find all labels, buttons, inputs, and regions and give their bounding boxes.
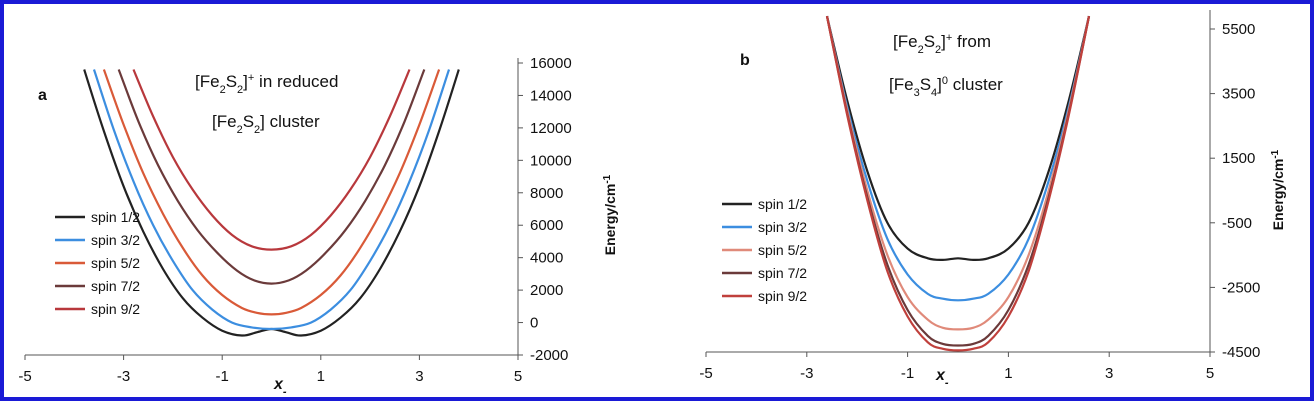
- legend-label: spin 5/2: [758, 242, 808, 258]
- x-axis-label: $x_-$: [936, 367, 949, 389]
- legend-label: spin 5/2: [91, 255, 141, 271]
- y-tick-label: -2000: [530, 347, 569, 364]
- y-tick-label: 8000: [530, 184, 564, 202]
- y-tick-label: 10000: [530, 152, 572, 170]
- legend-label: spin 1/2: [758, 196, 808, 212]
- series-line-spin-3-2: [94, 70, 449, 330]
- y-tick-label: 3500: [1222, 85, 1256, 103]
- panel-annotation: $[Fe_2S_2]$ cluster: [212, 112, 320, 136]
- series-group: [827, 16, 1089, 350]
- legend-label: spin 9/2: [91, 301, 141, 317]
- panel-label: a: [38, 87, 47, 104]
- y-axis-label: Energy/$cm^{-1}$: [1269, 149, 1286, 231]
- y-axis-label: Energy/$cm^{-1}$: [601, 174, 618, 256]
- series-line-spin-5-2: [104, 70, 439, 315]
- x-tick-label: 3: [1105, 365, 1114, 382]
- series-line-spin-5-2: [827, 16, 1089, 329]
- panel-label: b: [740, 52, 750, 69]
- y-tick-label: 1500: [1222, 150, 1256, 168]
- x-tick-label: 3: [415, 368, 424, 385]
- x-tick-label: 1: [316, 368, 325, 385]
- x-tick-label: 5: [1205, 365, 1215, 382]
- y-tick-label: 2000: [530, 282, 564, 300]
- x-tick-label: 1: [1004, 365, 1013, 382]
- x-tick-label: -1: [900, 365, 915, 382]
- y-tick-label: 4000: [530, 249, 564, 267]
- legend-label: spin 9/2: [758, 288, 808, 304]
- y-tick-label: 14000: [530, 87, 572, 105]
- series-line-spin-7-2: [119, 70, 425, 284]
- legend-label: spin 3/2: [91, 232, 141, 248]
- x-tick-label: -1: [215, 368, 229, 385]
- legend-label: spin 3/2: [758, 219, 808, 235]
- legend-label: spin 7/2: [758, 265, 808, 281]
- series-group: [84, 70, 459, 336]
- series-line-spin-9-2: [134, 70, 410, 250]
- panel-annotation: $[Fe_2S_2]^+$ in reduced: [195, 72, 339, 96]
- legend-label: spin 1/2: [91, 209, 141, 225]
- panel-b: [699, 10, 1286, 389]
- legend-label: spin 7/2: [91, 278, 141, 294]
- y-tick-label: -4500: [1222, 344, 1261, 361]
- x-tick-label: -5: [699, 365, 713, 382]
- x-tick-label: -5: [18, 368, 32, 385]
- x-tick-label: -3: [116, 368, 131, 385]
- panel-annotation: $[Fe_3S_4]^0$ cluster: [889, 75, 1003, 99]
- panel-a: [18, 55, 618, 397]
- figure-svg: [4, 4, 1310, 397]
- series-line-spin-1-2: [84, 70, 459, 336]
- x-tick-label: 5: [513, 368, 523, 385]
- y-tick-label: -2500: [1222, 279, 1261, 297]
- series-line-spin-1-2: [827, 16, 1089, 260]
- x-axis-label: $x_-$: [274, 376, 287, 397]
- y-tick-label: 12000: [530, 119, 572, 137]
- y-tick-label: 6000: [530, 217, 564, 235]
- y-tick-label: 0: [530, 314, 539, 332]
- y-tick-label: 16000: [530, 55, 572, 72]
- x-tick-label: -3: [800, 365, 814, 382]
- y-tick-label: 5500: [1222, 21, 1256, 38]
- panel-annotation: $[Fe_2S_2]^+$ from: [893, 32, 992, 56]
- y-tick-label: -500: [1222, 214, 1253, 232]
